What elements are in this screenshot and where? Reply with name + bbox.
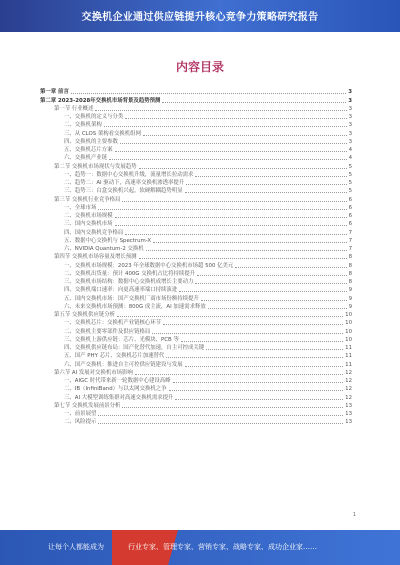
toc-entry-title: 三、交换机市场结构：数据中心交换机成增长主要动力 — [64, 279, 194, 285]
toc-entry-page: 3 — [348, 105, 352, 112]
toc-dot-leader — [139, 168, 347, 169]
toc-entry[interactable] — [40, 327, 352, 335]
toc-entry[interactable] — [40, 261, 352, 269]
toc-entry-page: 10 — [345, 312, 352, 318]
toc-entry-title: 四、交换机供应链布局：国产化替代加速，自主可控成关键 — [64, 345, 205, 351]
toc-entry-page: 10 — [345, 328, 352, 335]
toc-entry-title: 二、风险提示 — [64, 419, 97, 426]
toc-entry-title: 一、AIGC 时代带来新一轮数据中心建设高峰 — [64, 378, 171, 384]
toc-dot-leader — [166, 357, 343, 358]
toc-entry-title: 三、AI 大模型训练集群对高速交换机需求提升 — [64, 394, 174, 401]
toc-entry-page: 9 — [348, 287, 352, 294]
toc-entry-title: 五、数据中心交换机与 Spectrum-X — [64, 237, 152, 244]
toc-entry-page: 3 — [348, 97, 352, 104]
toc-entry-title: 第三节 交换机行业竞争格局 — [54, 196, 121, 203]
toc-dot-leader — [95, 110, 346, 111]
toc-entry[interactable] — [40, 369, 352, 377]
toc-entry[interactable] — [40, 418, 352, 426]
toc-entry-page: 13 — [345, 419, 352, 426]
toc-dot-leader — [235, 267, 346, 268]
toc-dot-leader — [125, 234, 346, 235]
toc-dot-leader — [146, 250, 347, 251]
toc-entry[interactable] — [40, 278, 352, 286]
toc-entry[interactable] — [40, 237, 352, 245]
toc-entry-page: 8 — [348, 254, 352, 261]
toc-entry-page: 3 — [348, 89, 352, 96]
toc-dot-leader — [195, 176, 346, 177]
toc-entry[interactable] — [40, 385, 352, 393]
toc-dot-leader — [185, 192, 347, 193]
toc-dot-leader — [173, 382, 344, 383]
toc-entry[interactable] — [40, 393, 352, 401]
toc-entry-page: 8 — [348, 270, 352, 277]
toc-entry[interactable] — [40, 270, 352, 278]
toc-entry[interactable] — [40, 105, 352, 113]
toc-entry-page: 12 — [345, 378, 352, 384]
toc-dot-leader — [185, 366, 344, 367]
toc-entry-title: 第四节 交换机市场容量及增长预测 — [54, 254, 137, 261]
toc-entry[interactable] — [40, 204, 352, 212]
toc-entry[interactable] — [40, 179, 352, 187]
toc-dot-leader — [197, 275, 346, 276]
toc-dot-leader — [181, 341, 343, 342]
toc-entry-title: 一、趋势一：数据中心交换机升级，流量增长拉动需求 — [64, 171, 194, 178]
toc-dot-leader — [135, 374, 343, 375]
toc-dot-leader — [115, 217, 347, 218]
toc-entry-title: 四、国内交换机竞争格局 — [64, 229, 124, 236]
toc-entry-page: 5 — [348, 171, 352, 178]
toc-entry-title: 第一章 前言 — [40, 89, 69, 96]
header-banner — [0, 0, 400, 32]
toc-entry[interactable] — [40, 245, 352, 253]
toc-dot-leader — [179, 291, 346, 292]
toc-entry[interactable] — [40, 319, 352, 327]
toc-dot-leader — [122, 407, 343, 408]
toc-entry-page: 13 — [345, 402, 352, 409]
toc-dot-leader — [201, 300, 347, 301]
toc-entry[interactable] — [40, 344, 352, 352]
toc-entry-title: 二、交换机架构 — [64, 122, 102, 129]
toc-entry-title: 四、交换机端口速率：向更高速率端口持续演进 — [64, 287, 178, 294]
toc-entry-title: 六、交换机产业链 — [64, 155, 108, 162]
toc-entry[interactable] — [40, 129, 352, 137]
toc-dot-leader — [120, 143, 347, 144]
toc-dot-leader — [143, 135, 347, 136]
toc-dot-leader — [98, 415, 343, 416]
toc-entry-title: 一、全球市场 — [64, 204, 97, 211]
toc-entry-page: 9 — [348, 303, 352, 310]
toc-entry-page: 12 — [345, 394, 352, 401]
toc-entry-title: 二、交换机主要零部件及供应链格局 — [64, 328, 151, 335]
toc-entry-page: 5 — [348, 188, 352, 195]
toc-dot-leader — [122, 201, 346, 202]
toc-entry-page: 3 — [348, 114, 352, 120]
toc-entry-page: 11 — [345, 345, 352, 351]
toc-dot-leader — [195, 283, 346, 284]
toc-entry-page: 5 — [348, 180, 352, 186]
table-of-contents — [40, 88, 352, 426]
toc-dot-leader — [98, 423, 343, 424]
toc-entry-page: 10 — [345, 320, 352, 327]
toc-entry-title: 一、交换机的定义与分类 — [64, 114, 124, 120]
toc-entry-page: 5 — [348, 163, 352, 170]
footer-banner — [0, 530, 400, 565]
toc-entry-title: 一、交换机市场规模：2023 年全球数据中心交换机市场超 500 亿美元 — [64, 262, 234, 269]
toc-dot-leader — [139, 258, 347, 259]
toc-entry[interactable] — [40, 352, 352, 360]
toc-dot-leader — [186, 184, 346, 185]
toc-entry-page: 6 — [348, 221, 352, 228]
toc-dot-leader — [169, 390, 344, 391]
toc-heading: 内容目录 — [175, 60, 224, 74]
toc-entry[interactable] — [40, 187, 352, 195]
toc-entry-page: 3 — [348, 122, 352, 129]
toc-entry-page: 8 — [348, 262, 352, 269]
toc-entry-page: 12 — [345, 369, 352, 376]
toc-entry-title: 五、交换机芯片方案 — [64, 147, 113, 153]
toc-entry[interactable] — [40, 311, 352, 319]
toc-dot-leader — [115, 151, 347, 152]
toc-entry-page: 6 — [348, 196, 352, 203]
toc-entry-title: 二、IB（InfiniBand）与以太网交换机之争 — [64, 386, 167, 393]
toc-entry-page: 4 — [348, 147, 352, 153]
footer-slogan-right: 行业专家、管理专家、营销专家、战略专家、成功企业家…… — [128, 543, 317, 551]
footer-slogan-left: 让每个人都能成为 — [48, 543, 104, 551]
toc-entry[interactable] — [40, 162, 352, 170]
toc-entry-title: 二、交换机市场规模 — [64, 213, 113, 219]
toc-dot-leader — [175, 399, 343, 400]
toc-entry-title: 第二节 交换机市场现状与发展趋势 — [54, 163, 137, 170]
toc-entry-title: 第六节 AI 发展对交换机市场影响 — [54, 369, 133, 376]
toc-entry[interactable] — [40, 154, 352, 162]
toc-entry-title: 四、交换机的主要参数 — [64, 138, 118, 145]
toc-entry[interactable] — [40, 138, 352, 146]
toc-entry[interactable] — [40, 195, 352, 203]
toc-dot-leader — [162, 102, 346, 103]
toc-entry-page: 12 — [345, 386, 352, 393]
toc-dot-leader — [153, 242, 346, 243]
toc-entry[interactable] — [40, 286, 352, 294]
toc-entry-page: 8 — [348, 279, 352, 285]
toc-entry[interactable] — [40, 146, 352, 154]
toc-entry[interactable] — [40, 171, 352, 179]
toc-entry[interactable] — [40, 228, 352, 236]
toc-entry-page: 3 — [348, 130, 352, 137]
toc-entry-page: 13 — [345, 411, 352, 417]
toc-entry-title: 第五节 交换机供应链分析 — [54, 312, 116, 318]
toc-entry[interactable] — [40, 220, 352, 228]
toc-entry-title: 五、国产 PHY 芯片、交换机芯片加速替代 — [64, 353, 165, 360]
toc-dot-leader — [152, 333, 343, 334]
toc-entry-page: 10 — [345, 336, 352, 343]
toc-entry-page: 6 — [348, 213, 352, 219]
toc-entry-title: 三、交换机上游供应链：芯片、光模块、PCB 等 — [64, 336, 179, 343]
toc-dot-leader — [98, 209, 346, 210]
toc-entry-title: 第一节 行业概述 — [54, 105, 94, 112]
toc-entry[interactable] — [40, 96, 352, 104]
toc-dot-leader — [115, 225, 347, 226]
toc-entry[interactable] — [40, 212, 352, 220]
report-title: 交换机企业通过供应链提升核心竞争力策略研究报告 — [81, 12, 319, 23]
toc-entry[interactable] — [40, 377, 352, 385]
toc-entry-page: 7 — [348, 229, 352, 236]
toc-entry-page: 7 — [348, 237, 352, 244]
toc-dot-leader — [206, 349, 343, 350]
toc-dot-leader — [109, 159, 346, 160]
toc-entry-page: 9 — [348, 295, 352, 302]
toc-entry-page: 7 — [348, 246, 352, 252]
toc-entry[interactable] — [40, 88, 352, 96]
toc-entry-title: 五、国内交换机市场：国产交换机厂商市场份额持续提升 — [64, 295, 199, 302]
toc-entry[interactable] — [40, 294, 352, 302]
toc-entry[interactable] — [40, 410, 352, 418]
toc-entry-title: 六、国产交换机：推进自主可控供应链建设与发展 — [64, 361, 183, 368]
toc-entry-page: 4 — [348, 155, 352, 162]
toc-entry[interactable] — [40, 336, 352, 344]
toc-entry-title: 六、未来交换机市场预测：800G 成主流，AI 加速需求释放 — [64, 303, 206, 310]
toc-entry-title: 第七节 交换机发展前景分析 — [54, 402, 121, 409]
toc-entry[interactable] — [40, 303, 352, 311]
page-number: 1 — [352, 512, 356, 518]
toc-entry[interactable] — [40, 113, 352, 121]
toc-entry[interactable] — [40, 253, 352, 261]
toc-entry-title: 二、交换机出货量：预计 400G 交换机占比将持续提升 — [64, 270, 196, 277]
toc-entry-title: 一、前景展望 — [64, 411, 97, 417]
toc-dot-leader — [71, 93, 346, 94]
toc-entry-title: 六、NVIDIA Quantum-2 交换机 — [64, 246, 144, 252]
toc-entry-page: 3 — [348, 138, 352, 145]
toc-entry-title: 一、交换机芯片：交换机产业链核心环节 — [64, 320, 162, 327]
toc-entry-page: 6 — [348, 204, 352, 211]
toc-entry[interactable] — [40, 360, 352, 368]
toc-entry-page: 11 — [345, 353, 352, 360]
toc-entry-title: 第二章 2023-2028年交换机市场背景及趋势预测 — [40, 97, 161, 104]
toc-dot-leader — [125, 118, 346, 119]
toc-entry[interactable] — [40, 402, 352, 410]
toc-entry-title: 三、从 CLOS 架构看交换机组网 — [64, 130, 141, 137]
toc-entry-title: 三、趋势三：白盒交换机兴起，软硬解耦趋势明显 — [64, 188, 183, 195]
toc-entry[interactable] — [40, 121, 352, 129]
toc-dot-leader — [104, 126, 347, 127]
toc-dot-leader — [163, 324, 343, 325]
toc-entry-title: 三、国内交换机市场 — [64, 221, 113, 228]
toc-entry-title: 二、趋势二：AI 驱动下，高速率交换机渗透率提升 — [64, 180, 185, 186]
toc-entry-page: 11 — [345, 361, 352, 368]
toc-dot-leader — [208, 308, 347, 309]
toc-dot-leader — [117, 316, 343, 317]
